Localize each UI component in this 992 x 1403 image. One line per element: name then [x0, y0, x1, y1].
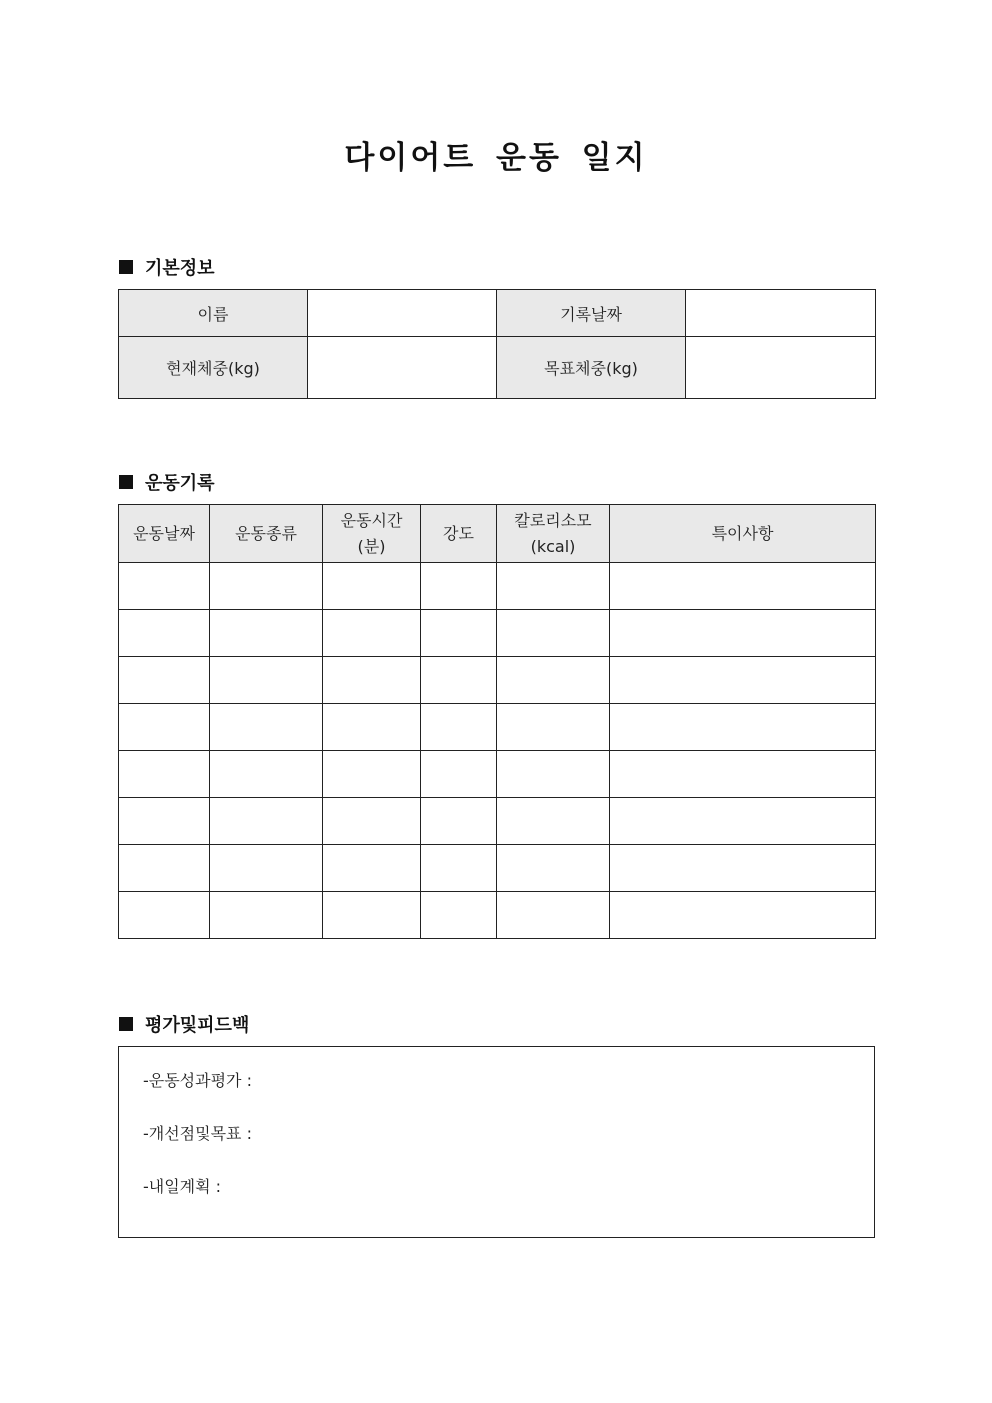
feedback-box[interactable] [118, 1046, 875, 1238]
table-cell[interactable] [421, 657, 497, 704]
table-cell[interactable] [323, 845, 421, 892]
table-cell[interactable] [119, 563, 210, 610]
table-cell[interactable] [119, 610, 210, 657]
section-heading-feedback [119, 1011, 249, 1037]
name-field[interactable] [308, 290, 497, 337]
current-weight-field[interactable] [308, 337, 497, 399]
table-row [119, 845, 876, 892]
name-label: 이름 [119, 290, 308, 337]
table-cell[interactable] [119, 751, 210, 798]
table-cell[interactable] [497, 845, 610, 892]
table-row [119, 563, 876, 610]
table-cell[interactable] [497, 704, 610, 751]
tomorrow-plan-label: -내일계획 : [143, 1177, 222, 1196]
table-cell[interactable] [210, 892, 323, 939]
table-cell[interactable] [421, 563, 497, 610]
table-cell[interactable] [323, 751, 421, 798]
table-cell[interactable] [323, 892, 421, 939]
table-cell[interactable] [323, 657, 421, 704]
table-cell[interactable] [119, 845, 210, 892]
section-heading-exercise-log-label: 운동기록 [145, 473, 215, 494]
current-weight-label: 현재체중(kg) [119, 337, 308, 399]
table-row [119, 751, 876, 798]
table-cell[interactable] [610, 657, 876, 704]
table-cell[interactable] [119, 798, 210, 845]
table-cell[interactable] [610, 892, 876, 939]
exercise-log-table [118, 504, 876, 939]
column-header-notes: 특이사항 [610, 505, 876, 563]
table-cell[interactable] [421, 704, 497, 751]
table-row [119, 610, 876, 657]
page-title: 다이어트 운동 일지 [344, 140, 648, 176]
section-heading-feedback-label: 평가및피드백 [145, 1015, 250, 1036]
table-cell[interactable] [119, 892, 210, 939]
table-cell[interactable] [323, 704, 421, 751]
performance-evaluation-label: -운동성과평가 : [143, 1071, 252, 1090]
improvements-and-goals-label: -개선점및목표 : [143, 1124, 252, 1143]
table-cell[interactable] [210, 798, 323, 845]
table-cell[interactable] [210, 704, 323, 751]
table-cell[interactable] [210, 563, 323, 610]
table-row [119, 657, 876, 704]
square-bullet-icon [119, 260, 133, 274]
table-cell[interactable] [119, 704, 210, 751]
table-cell[interactable] [497, 610, 610, 657]
table-row [119, 892, 876, 939]
table-cell[interactable] [610, 751, 876, 798]
column-header-intensity: 강도 [421, 505, 497, 563]
table-cell[interactable] [497, 892, 610, 939]
table-row [119, 798, 876, 845]
table-cell[interactable] [421, 751, 497, 798]
table-cell[interactable] [210, 610, 323, 657]
table-row [119, 704, 876, 751]
record-date-field[interactable] [686, 290, 876, 337]
table-cell[interactable] [323, 563, 421, 610]
section-heading-exercise-log [119, 469, 215, 495]
table-cell[interactable] [323, 798, 421, 845]
table-cell[interactable] [421, 798, 497, 845]
table-cell[interactable] [610, 563, 876, 610]
table-cell[interactable] [497, 751, 610, 798]
table-cell[interactable] [210, 657, 323, 704]
section-heading-basic-info [119, 254, 215, 280]
table-cell[interactable] [119, 657, 210, 704]
table-cell[interactable] [497, 563, 610, 610]
table-cell[interactable] [610, 845, 876, 892]
column-header-calories-burned: 칼로리소모(kcal) [497, 505, 610, 563]
table-cell[interactable] [210, 845, 323, 892]
square-bullet-icon [119, 1017, 133, 1031]
column-header-exercise-type: 운동종류 [210, 505, 323, 563]
table-cell[interactable] [610, 704, 876, 751]
table-cell[interactable] [497, 798, 610, 845]
section-heading-basic-info-label: 기본정보 [145, 258, 215, 279]
basic-info-table [118, 289, 876, 399]
square-bullet-icon [119, 475, 133, 489]
table-cell[interactable] [421, 845, 497, 892]
table-cell[interactable] [323, 610, 421, 657]
table-cell[interactable] [610, 610, 876, 657]
table-cell[interactable] [497, 657, 610, 704]
table-cell[interactable] [610, 798, 876, 845]
table-cell[interactable] [421, 610, 497, 657]
target-weight-field[interactable] [686, 337, 876, 399]
record-date-label: 기록날짜 [497, 290, 686, 337]
target-weight-label: 목표체중(kg) [497, 337, 686, 399]
column-header-exercise-duration: 운동시간(분) [323, 505, 421, 563]
column-header-exercise-date: 운동날짜 [119, 505, 210, 563]
table-cell[interactable] [421, 892, 497, 939]
table-cell[interactable] [210, 751, 323, 798]
